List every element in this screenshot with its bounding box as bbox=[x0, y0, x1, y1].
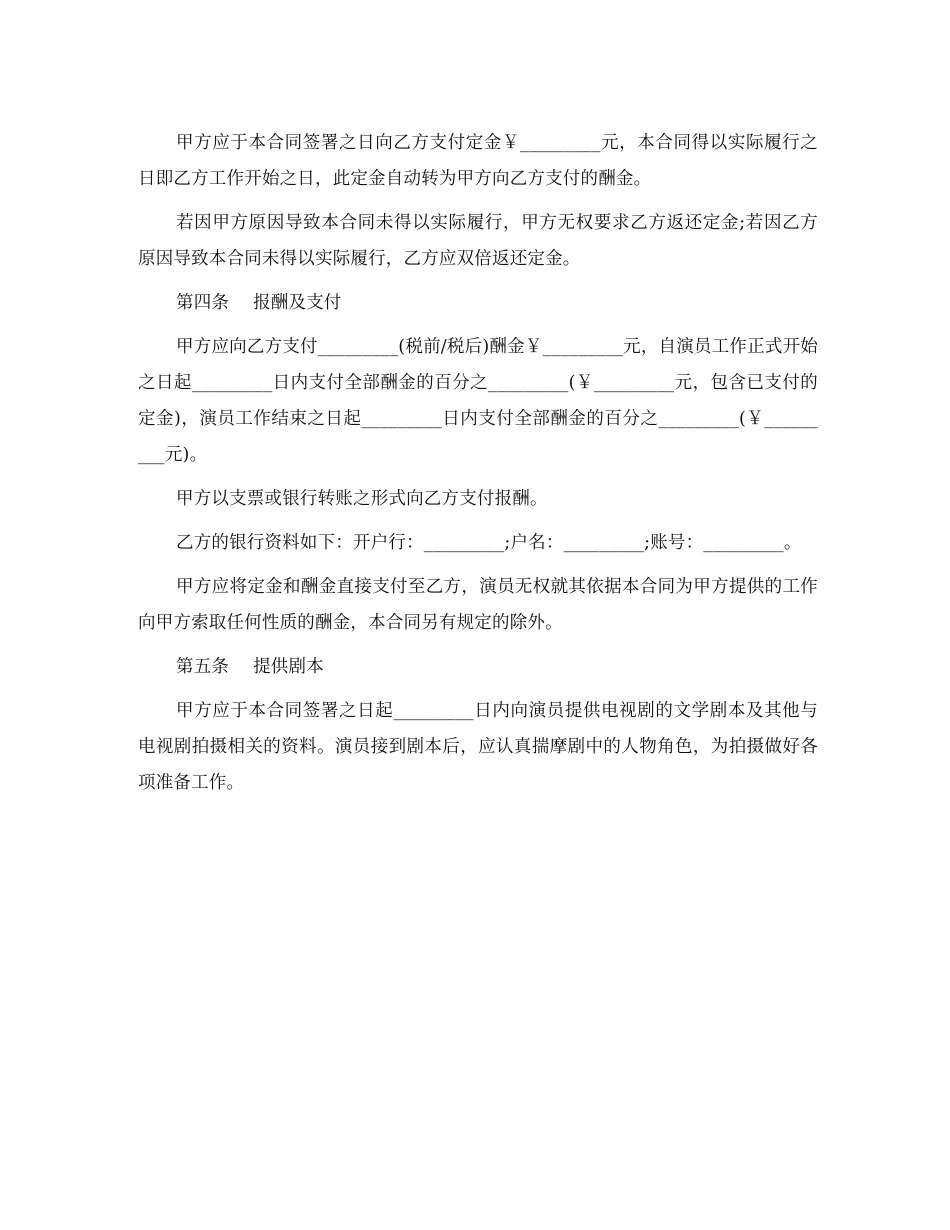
payment-method-paragraph: 甲方以支票或银行转账之形式向乙方支付报酬。 bbox=[176, 489, 548, 509]
script-provision-paragraph: 甲方应于本合同签署之日起_________日内向演员提供电视剧的文学剧本及其他与电视剧拍摄相关的资料。演员接到剧本后，应认真揣摩剧中的人物角色，为拍摄做好各项准备工作。 bbox=[138, 701, 818, 793]
article-5-heading bbox=[138, 649, 818, 685]
payment-terms-paragraph: 甲方应向乙方支付_________(税前/税后)酬金￥_________元，自演员工作正式开始之日起_________日内支付全部酬金的百分之_________(￥_________元，包含已支付的定金)，演员工作结束之日起_________日内支付全部酬金的百分之_________(￥_________元)。 bbox=[138, 337, 818, 465]
article-4-heading bbox=[138, 285, 818, 321]
deposit-refund-paragraph: 若因甲方原因导致本合同未得以实际履行，甲方无权要求乙方返还定金;若因乙方原因导致本合同未得以实际履行，乙方应双倍返还定金。 bbox=[138, 213, 818, 269]
document-page bbox=[138, 125, 818, 809]
bank-info-paragraph: 乙方的银行资料如下：开户行：_________;户名：_________;账号：_________。 bbox=[176, 533, 802, 553]
article-5-title: 提供剧本 bbox=[253, 657, 324, 677]
article-4-number: 第四条 bbox=[176, 293, 230, 313]
deposit-paragraph: 甲方应于本合同签署之日向乙方支付定金￥_________元，本合同得以实际履行之日即乙方工作开始之日，此定金自动转为甲方向乙方支付的酬金。 bbox=[138, 133, 818, 189]
article-4-title: 报酬及支付 bbox=[253, 293, 342, 313]
direct-payment-paragraph: 甲方应将定金和酬金直接支付至乙方，演员无权就其依据本合同为甲方提供的工作向甲方索取任何性质的酬金，本合同另有规定的除外。 bbox=[138, 577, 818, 633]
article-5-number: 第五条 bbox=[176, 657, 230, 677]
